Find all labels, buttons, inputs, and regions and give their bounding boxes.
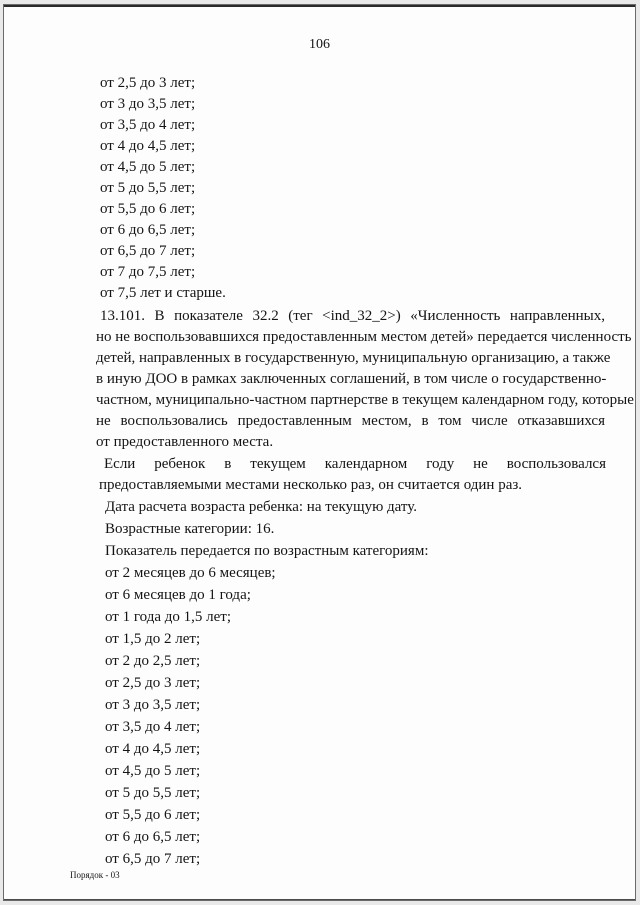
document-page [3,4,636,901]
list-item: от 4 до 4,5 лет; [100,138,196,154]
list-item: от 1 года до 1,5 лет; [105,609,231,625]
list-item: от 7,5 лет и старше. [100,285,226,301]
paragraph-line: детей, направленных в государственную, муниципальную организацию, а также [96,350,611,366]
paragraph-line: частном, муниципально-частном партнерстве в текущем календарном году, которые [96,392,634,408]
paragraph-line: предоставляемыми местами несколько раз, он считается один раз. [99,477,523,493]
paragraph-line: не воспользовались предоставленным местом, в том числе отказавшихся [96,413,605,429]
paragraph-line: но не воспользовавшихся предоставленным местом детей» передается численность [96,329,632,345]
list-item: от 6 месяцев до 1 года; [105,587,251,603]
list-item: от 4,5 до 5 лет; [105,763,201,779]
document-footer: Порядок - 03 [70,870,120,880]
list-item: от 4 до 4,5 лет; [105,741,201,757]
page-number: 106 [309,37,330,52]
list-item: от 3,5 до 4 лет; [105,719,201,735]
list-item: от 2,5 до 3 лет; [100,75,196,91]
list-item: от 2 до 2,5 лет; [105,653,201,669]
age-calc-line: Дата расчета возраста ребенка: на текущую дату. [105,499,418,515]
age-categories-line: Возрастные категории: 16. [105,521,275,537]
by-categories-line: Показатель передается по возрастным категориям: [105,543,429,559]
scan-top-edge [4,5,635,7]
paragraph-line: 13.101. В показателе 32.2 (тег <ind_32_2>) «Численность направленных, [100,308,605,324]
paragraph-line: Если ребенок в текущем календарном году не воспользовался [104,456,606,472]
paragraph-line: в иную ДОО в рамках заключенных соглашений, в том числе о государственно- [96,371,607,387]
list-item: от 5,5 до 6 лет; [100,201,196,217]
list-item: от 6,5 до 7 лет; [100,243,196,259]
list-item: от 6 до 6,5 лет; [105,829,201,845]
list-item: от 6,5 до 7 лет; [105,851,201,867]
scan-bottom-edge [4,899,635,900]
list-item: от 3,5 до 4 лет; [100,117,196,133]
list-item: от 5 до 5,5 лет; [100,180,196,196]
list-item: от 2,5 до 3 лет; [105,675,201,691]
paragraph-line: от предоставленного места. [96,434,274,450]
list-item: от 6 до 6,5 лет; [100,222,196,238]
list-item: от 3 до 3,5 лет; [105,697,201,713]
list-item: от 1,5 до 2 лет; [105,631,201,647]
list-item: от 4,5 до 5 лет; [100,159,196,175]
list-item: от 5 до 5,5 лет; [105,785,201,801]
list-item: от 7 до 7,5 лет; [100,264,196,280]
list-item: от 3 до 3,5 лет; [100,96,196,112]
list-item: от 5,5 до 6 лет; [105,807,201,823]
list-item: от 2 месяцев до 6 месяцев; [105,565,276,581]
